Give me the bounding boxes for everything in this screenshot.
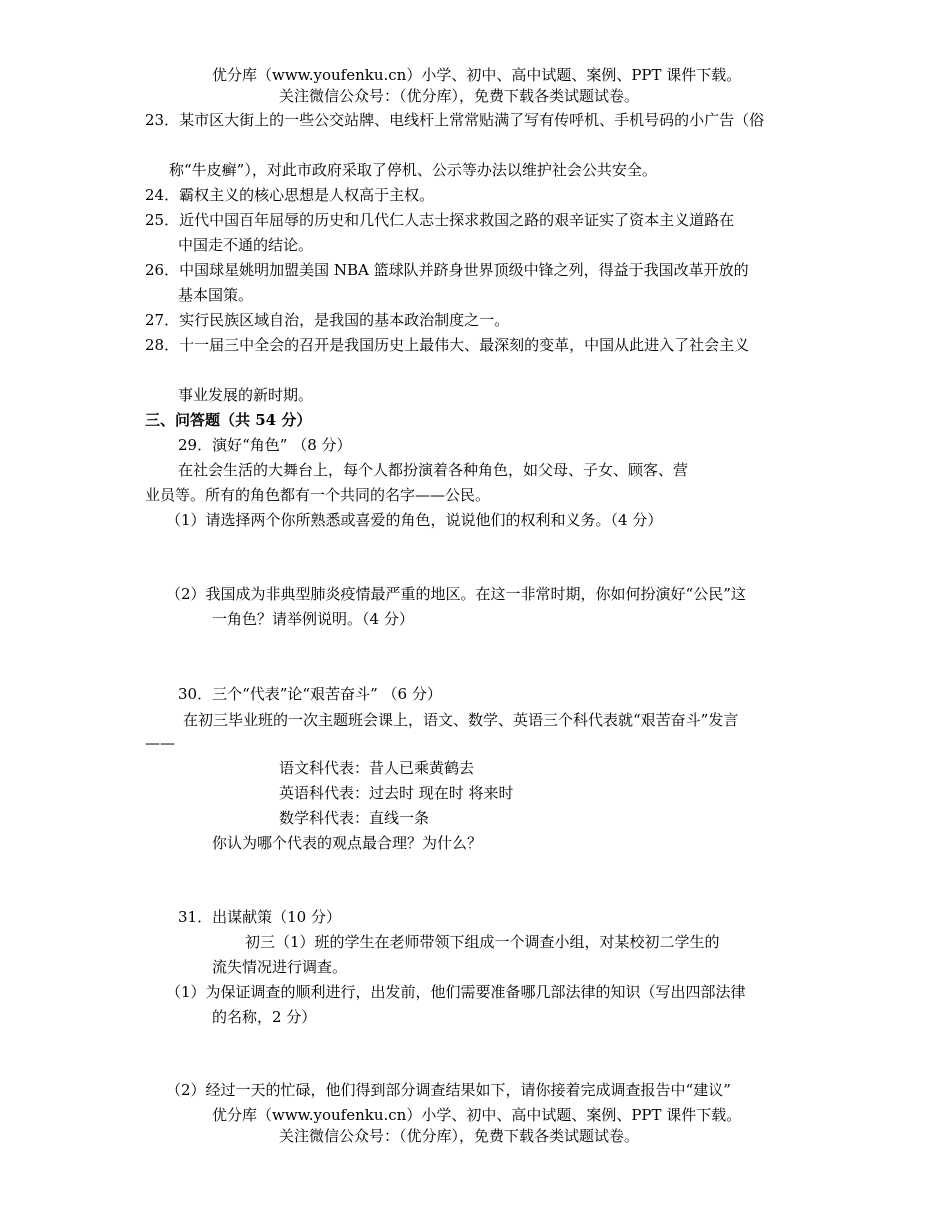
question-26-line-2: 基本国策。 bbox=[178, 286, 254, 304]
footer-line-1: 优分库（www.youfenku.cn）小学、初中、高中试题、案例、PPT 课件下载。 bbox=[212, 1106, 742, 1124]
question-30-paragraph-2: —— bbox=[145, 734, 175, 752]
question-31-paragraph-2: 流失情况进行调查。 bbox=[212, 958, 348, 976]
question-31-sub-2: （2）经过一天的忙碌，他们得到部分调查结果如下，请你接着完成调查报告中“建议” bbox=[166, 1081, 731, 1099]
question-31-sub-1-line-2: 的名称，2 分） bbox=[212, 1008, 317, 1026]
question-29-paragraph-2: 业员等。所有的角色都有一个共同的名字——公民。 bbox=[145, 486, 491, 504]
question-30-paragraph-1: 在初三毕业班的一次主题班会课上，语文、数学、英语三个科代表就“艰苦奋斗”发言 bbox=[183, 711, 739, 729]
question-30-english-rep: 英语科代表：过去时 现在时 将来时 bbox=[279, 784, 514, 802]
footer-line-2: 关注微信公众号：（优分库），免费下载各类试题试卷。 bbox=[279, 1127, 640, 1145]
question-23-line-2: 称“牛皮癣”），对此市政府采取了停机、公示等办法以维护社会公共安全。 bbox=[169, 161, 657, 179]
section-3-title: 三、问答题（共 54 分） bbox=[145, 411, 312, 429]
question-24: 24．霸权主义的核心思想是人权高于主权。 bbox=[145, 186, 435, 204]
question-30-math-rep: 数学科代表：直线一条 bbox=[279, 809, 430, 827]
question-23-line-1: 23．某市区大街上的一些公交站牌、电线杆上常常贴满了写有传呼机、手机号码的小广告（俗 bbox=[145, 111, 765, 129]
question-29-sub-2-line-1: （2）我国成为非典型肺炎疫情最严重的地区。在这一非常时期，你如何扮演好“公民”这 bbox=[166, 585, 746, 603]
question-31-paragraph-1: 初三（1）班的学生在老师带领下组成一个调查小组，对某校初二学生的 bbox=[245, 933, 720, 951]
question-28-line-2: 事业发展的新时期。 bbox=[178, 386, 314, 404]
question-30-chinese-rep: 语文科代表：昔人已乘黄鹤去 bbox=[279, 759, 475, 777]
question-31-title: 31．出谋献策（10 分） bbox=[178, 908, 341, 926]
question-30-ask: 你认为哪个代表的观点最合理？为什么？ bbox=[212, 834, 483, 852]
question-26-line-1: 26．中国球星姚明加盟美国 NBA 篮球队并跻身世界顶级中锋之列，得益于我国改革开放的 bbox=[145, 261, 749, 279]
question-25-line-2: 中国走不通的结论。 bbox=[178, 236, 314, 254]
header-line-1: 优分库（www.youfenku.cn）小学、初中、高中试题、案例、PPT 课件下载。 bbox=[212, 66, 742, 84]
question-27: 27．实行民族区域自治，是我国的基本政治制度之一。 bbox=[145, 311, 510, 329]
question-28-line-1: 28．十一届三中全会的召开是我国历史上最伟大、最深刻的变革，中国从此进入了社会主义 bbox=[145, 336, 750, 354]
question-29-sub-1: （1）请选择两个你所熟悉或喜爱的角色，说说他们的权利和义务。（4 分） bbox=[166, 511, 663, 529]
question-29-paragraph-1: 在社会生活的大舞台上，每个人都扮演着各种角色，如父母、子女、顾客、营 bbox=[178, 461, 689, 479]
question-29-title: 29．演好“角色” （8 分） bbox=[178, 436, 352, 454]
header-line-2: 关注微信公众号：（优分库），免费下载各类试题试卷。 bbox=[279, 87, 640, 105]
question-29-sub-2-line-2: 一角色？请举例说明。（4 分） bbox=[212, 610, 414, 628]
question-25-line-1: 25．近代中国百年屈辱的历史和几代仁人志士探求救国之路的艰辛证实了资本主义道路在 bbox=[145, 211, 735, 229]
question-30-title: 30．三个“代表”论“艰苦奋斗” （6 分） bbox=[178, 685, 442, 703]
question-31-sub-1-line-1: （1）为保证调查的顺利进行，出发前，他们需要准备哪几部法律的知识（写出四部法律 bbox=[166, 983, 746, 1001]
